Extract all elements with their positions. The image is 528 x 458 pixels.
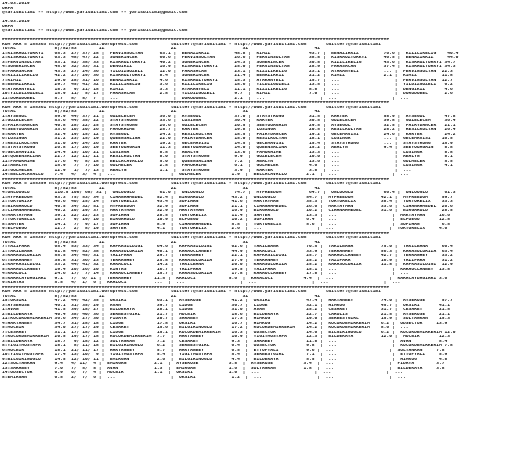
separator-line: ############################################################################################################################################ [2, 101, 390, 105]
separator-line: ############################################################################################################################################ [2, 231, 390, 236]
text-line: 5:PARASACAN 43.3 27/ 24/ 36 | YILDIZGUZELI 12.0 | PARASACAN 23.1 | KIZILIKELIG 23.1 | ATAKANYELI ... | PERVINSULTAN 22.3 [2, 69, 453, 74]
text-line: 6:MAKTAYMAN 39.1 22/ 22/ 23 | SUFIHAN 28.5 | TORTORELIX 11.4 | SAMTER 13.3 | ... | MAKTAYMAN 16.6 [2, 213, 451, 218]
text-line: 14:ODSECTUR 6.9 6/ 7/ 4 | MUCBIR 1.1 | OKSIRI 1.0 | ... | ... | ... [2, 371, 404, 375]
text-line: 8:YIGITMUSTAFA 18.1 8/ 11/ 18 | BILGIRINOGLU 6.2 | SERBESTGIRL 6.4 | ODSECTUR 9.8 | ... | KUCUKDEMIRKERIM 7.8 [2, 344, 453, 348]
column-header-line: TOTAL 8|/82/83 1Z 2Z 3Z 4Z [2, 240, 321, 245]
text-line: 11:DORUDOBEL 5.7 8/ 8/ 7 | ... | DORUDOBEL 2.1 | ... | ... | ... [2, 96, 409, 101]
race-header-line: KUM ARA = 155357 http://yarisbilimi.wordpress.com twitter:@YarisBilimi - http://www.yarisbilimi.com twitter:@YarisBilimi [2, 236, 381, 240]
text-line: 2:KISRAOZTURKYI 63.3 48/ 47/ 22 | SONERINCEK 60.6 | PERVINSULTAN 26.6 | PERVINSULTAN 38.8 | KISRAOZTURKYI 46.5 | BENAZIRKIZ 44.0 [2, 56, 459, 60]
race-header-line: KUM ARA = 155359 http://yarisbilimi.wordpress.com twitter:@YarisBilimi - http://www.yarisbilimi.com twitter:@YarisBilimi [2, 182, 381, 186]
text-line: 3:FAIRYDANCER 40.8 28/ 22/ 25 | STAYSTRONG 26.6 | GUZELECEM 20.5 | SEEYOUAGAIN 29.5 | AYSEGUL 32.5 | FAIRYDANCER 21.1 [2, 123, 456, 128]
text-line: 1:AVAN 41.5 39/ 18/ 27 | BILDEKAYA 28.1 | LIDGE 31.0 | AVAN 25.2 | CESARET 31.7 | CESARET 21.5 [2, 308, 451, 312]
text-line: 14:BELLACAVALLO 7.4 4/ 3/ 4 | ... | GULMELEK 1.9 | BELLACAVALLO 2.1 | ... | ... [2, 173, 409, 177]
text-line: 2:TOKTORIXF 46.6 40/ 25/ 24 | TORTORELIX 43.4 | SUFIHAN 41.6 | MAKTAYMAN 35.3 | TORTORELIX 38.4 | TORTORELIX 33.3 [2, 200, 453, 204]
text-line: 7:YAZIFARA 65.4 53/ 33/ 34 | KAFKASILDIGI 64.6 | KAFKASILDIGI 62.6 | TAKILBANA 70.5 | TAKILBANA 75.0 | TAKILBANA 66.4 [2, 245, 453, 249]
text-line: 12:SULTANKAN 9.4 4/ 11/ 4 | EMIRGAN 2.1 | AYSEROSE 3.8 | AYSEROSE 3.4 | ... | PIDAYA 3.7 [2, 362, 445, 366]
text-line: 6:TERRANHEY 38.8 31/ 36/ 23 | TERRANHEY 25.8 | KARASULURIZA 27.9 | TERRANHEY 25.2 | YAZIFARA 16.9 | YAZIFARA 31.2 [2, 258, 453, 263]
text-line: 14.03.2019 [2, 2, 30, 6]
text-line: 1:KISRAOZTURKYI 65.3 27/ 37/ 28 | PERVINSULTAN 63.1 | BENAZIRKIZ 48.8 | KIMIZ 43.7 | BENAZIRKIZ 76.6 | KIZILIKELIG 40.4 [2, 51, 459, 56]
text-line: 10:YILDIZGUZELI 15.9 11/ 5/ 17 | PARASACAN 2.8 | YILDIZGUZELI 9.7 | KIMIZ 7.0 | ... | DORUDOBEL 2.6 [2, 92, 453, 96]
text-line: 12:ABALYN 15.9 7/ 7/ 10 | GULMELEK 2.8 | PAMUKHIME 6.1 | GULMELEK 4.6 | ... | LUSINGA 4.1 [2, 164, 453, 168]
text-line: 7:RESILKULTAN 31.0 24/ 24/ 26 | KARTEK 19.2 | GECEMAVISI 14.5 | GECEMAVISI 15.4 | STAYSTRONG ... | STAYSTRONG 15.9 [2, 141, 453, 146]
text-line: 7:TOKTORELIX 18.7 9/ 19/ 10 | BIRGAROLD 10.9 | ELFUEGO 10.2 | SUFIHAN 6.4 | ... | ELFUEGO 12.8 [2, 218, 451, 222]
race-header-line: KUM ARA = 155363 http://yarisbilimi.wordpress.com twitter:@YarisBilimi - http://www.yarisbilimi.com twitter:@YarisBilimi [2, 42, 381, 47]
column-header-line: TOTAL 8|/82/83 1Z 2Z 3Z 4Z [2, 47, 321, 51]
text-line: 8:BENAZIRKIZ 29.7 45/ 41/ 32 | KIZILIKELIG 3.6 | KIZILIKELIG 18.6 | YILDIZGUZELI 13.5 | ... | YILDIZGUZELI 6.2 [2, 83, 453, 87]
text-line: 4:ONLOOGLU 110.5 106/ 68/ 31 | ONLOOGLU 61.0 | ONLOOGLU 74.7 | MYFREEDOM 64.7 | ONLOOGLU 66.4 | ONLOOGLU 61.3 [2, 191, 456, 195]
text-line: 9:KIWTAS 5.5 4/ 1/ 6 | KRALOCI ... | ... | ... | ... | ... [2, 281, 401, 285]
race-header-line: KUM ARA = 155361 http://yarisbilimi.wordpress.com twitter:@YarisBilimi - http://www.yarisbilimi.com twitter:@YarisBilimi [2, 105, 381, 110]
text-line: 4:SEEYOUAGAIN 33.6 10/ 20/ 26 | PAMUKHIME 25.7 | KARTEK 19.8 | LUSINGA 20.5 | RESILKULTAN 28.2 | RESILKULTAN 26.4 [2, 128, 456, 132]
text-line: 6:KIZILIKELIG 42.2 27/ 29/ 36 | KISRAOZTURKYI 8.4 | SONERINCEK 21.4 | BENAZIRKIZ 21.2 | KIMIZ 2.1 | KIMIZ 11.8 [2, 74, 453, 78]
text-line: 10:QUEENSALINA 22.7 12/ 11/ 11 | RESILKULTAN 8.0 | STAYSTRONG 9.9 | GUZELECEM 10.0 | ... | ABALYN 8.1 [2, 155, 453, 159]
text-line: 5:MUCBIR 34.0 27/ 17/ 29 | CESARET 15.6 | BILGIRINOGLU 17.2 | KUCUKDEMIRKERIM 14.2 | KUCUKDEMIRKERIM 8.6 | ... [2, 326, 409, 330]
text-line: 10:YIGITMUSTAFA 17.4 13/ 10/ 9 | YIGITMUSTAFA 5.4 | YIGITMUSTAFA 5.4 | SERBESTGIRL 7.1 | ... | ETTOPYALI 5.9 [2, 353, 448, 357]
text-line: 9:ELFUEGO 12.7 2/ 8/ 19 | SAMTER 4.1 | TOKTORELIX 2.6 | ... | ... | TOKTORELIX 4.6 [2, 227, 448, 231]
text-line: 5:KARAOCLANBEY 19.4 20/ 26/ 20 | KIWTAS 16.7 | YAZIFARA 19.5 | YAZIFARA 15.1 | ... | KARAOCLANBEY 13.8 [2, 267, 451, 272]
text-line: 6:MUCBIR 18.1 21/ 11/ 17 | HAKTANBEY 5.7 | HAKTANBEY 6.5 | ETTOPYALI 9.6 | ... | SULTANKAN 7.8 [2, 348, 445, 353]
text-line: 9:GECEMAVISI 24.4 15/ 10/ 21 | LUSINGA 8.8 | ABALYN 13.6 | PAMUKHIME 13.3 | ... | LUSINGA 8.8 [2, 150, 453, 155]
text-line: 5:BIRGAROLD 40.5 34/ 32/ 51 | MYFREEDOM 32.9 | SUFIHAN 21.1 | CIHANAHMEDEL 26.6 | MAKTAYMAN 33.6 | CIHANAHMEDEL 26.6 [2, 204, 453, 209]
separator-line: ############################################################################################################################################ [2, 285, 390, 290]
text-line: 5:KARTEK 32.4 19/ 15/ 12 | AYSEGUL 24.2 | RESILKULTAN 18.5 | FAIRYDANCER 19.2 | GECEMAVISI 24.6 | KARTEK 24.2 [2, 132, 456, 137]
text-line: URFA [2, 24, 14, 29]
text-line: 6:LUSINGA 31.2 23/ 15/ 19 | QUEENSALINA 22.0 | FAIRYDANCER 15.0 | RESILKULTAN 18.1 | LUSINGA ... | GECEMAVISI 16.5 [2, 137, 453, 141]
race-header-line: KUM ARA = 155355 http://yarisbilimi.wordpress.com twitter:@YarisBilimi - http://www.yarisbilimi.com twitter:@YarisBilimi [2, 290, 381, 294]
column-header-line: TOTAL 8|/82/83 1Z 2Z 3Z 4Z [2, 186, 321, 191]
text-line: 3:AYSEROSE 46.1 31/ 35/ 29 | AVAN 39.7 | LIDGE 30.7 | LIDGE 32.1 | HIMKOG 45.7 | OKSIRI 41.1 [2, 303, 451, 308]
text-line: 4:HAKTANBEY 34.7 31/ 28/ 18 | LIDGE 17.8 | OKSIRI 16.7 | HIMKOG 14.2 | KUCUKDEMIRKERIM 6.2 | ODSECTUR 13.9 [2, 321, 448, 326]
text-line: 3:CIHANAHMEDEL 40.2 20/ 29/ 37 | MAKTAYMAN 32.9 | MAKTAYMAN 16.9 | BIRGAROLD 10.2 | CIHANAHMEDEL 31.6 | BIRGAROLD 28.5 [2, 209, 453, 213]
text-line: 1:KAFKASILDIGI 33.2 44/ 41/ 32 | KAKALOCI 14.2 | TAKILBANA 20.0 | KARASULURIZA 25.2 | KARASULURIZA 11.8 | KAFKASILDIGI 12.9 [2, 263, 453, 267]
text-line: 14.03.2019 [2, 20, 30, 24]
separator-line: ############################################################################################################################################ [2, 177, 390, 182]
text-line: 3:PERVINSULTAN 53.1 52/ 38/ 33 | KISRAOZTURKYI 40.2 | SONERINCEK 24.3 | SONERINCEK 30.8 | KIZILIKELIG 43.6 | KISRAOZTURKYI 34.7 [2, 60, 456, 65]
text-line: 7:KIMIZ 29.0 28/ 31/ 16 | BENAZIRKIZ 4.6 | KISRAOZTURKYI 15.3 | ATAKANYELI 15.7 | ... | PERVINSULTAN 12.7 [2, 78, 453, 83]
text-line: 1:AYSEGUL 59.9 44/ 37/ 21 | GUZELECEM 36.0 | AYSEGUL 37.0 | STAYSTRONG 31.5 | KARTEK 58.9 | AYSEGUL 47.8 [2, 114, 456, 119]
text-line: 4:KRALOCI 24.6 17/ 7/ 14 | KARAOCLANBEY 15.7 | KARASULURIZA 17.8 | KARAOCLANBEY 17.8 | ... | ... [2, 272, 409, 276]
text-line: 8:KARACAYDAGIARI 9.1 7/ 6/ 11 | TERRANHEY 11.5 | KRALOCI 5.6 | KAKALOCI 4.4 | ... | KARACAYDAGIARI 3.6 [2, 276, 448, 281]
text-line: 8:STAYSTRONG 26.8 17/ 20/ 19 | SEEYOUAGAIN 11.3 | SEEYOUAGAIN 14.0 | QUEENSALINA 15.2 | ABALYN 9.4 | SEEYOUAGAIN 8.8 [2, 146, 453, 150]
text-line: 2:GUZELECEM 53.6 44/ 35/ 22 | STAYSTRONG 33.6 | LUSINGA 30.4 | KARTEK 30.5 | GUZELECEM 39.8 | GUZELECEM 36.4 [2, 119, 456, 123]
text-line: @YarisBilimi -- http://www.yarisbilimi.com -- yarisbilimi@gmail.com [2, 29, 188, 33]
text-line: 1:TAKILBANA 61.8 44/ 52/ 38 | KARASULURIZA 48.1 | KARAOCLANBEY 44.9 | KAKALOCI 33.9 | TERRANHEY 56.3 | KARASULURIZA 63.4 [2, 249, 453, 254]
text-line: 13:GULMELEK 12.9 1/ 7/ 13 | ABALYN 1.1 | STAYSTRONG 3.9 | KARTEK 3.8 | ... | ... [2, 168, 412, 173]
text-line: 8:SAMTER 14.1 7/ 9/ 17 | SUFIHAN 8.9 | CIHANAHMEDEL 5.8 | TOKTORELIX 5.6 | ... | SUFIHAN 6.5 [2, 222, 451, 227]
text-line: 1:MYFREEDOM 93.3 75/ 53/ 34 | CIHANAHMEDEL 52.4 | BIRGAROLD 43.2 | ONLOOGLU 54.7 | MYFREEDOM 42.1 | MYFREEDOM 59.7 [2, 195, 453, 200]
separator-line: ############################################################################################################################################ [2, 38, 390, 42]
column-header-line: TOTAL 8|/82/83 1Z 2Z 3Z 4Z [2, 110, 321, 114]
text-line: URFA [2, 6, 14, 11]
text-line: 11:KUCUKDEMIRKERIM 36.6 34/ 27/ 30 | PIDAYA 20.7 | SARABEY 17.3 | HIMKOG 19.0 | SERBESTGIRL 15.9 | SULTANKAN 15.3 [2, 317, 451, 321]
text-line: 9:ATAKANYELI 18.3 9/ 21/ 18 | KIMIZ 3.3 | ATAKANYELI 11.1 | KIZILIKELIG 8.8 | ... | DENGIKIZ 4.6 [2, 87, 453, 92]
column-header-line: TOTAL 8|/82/83 1Z 2Z 3Z 4Z [2, 294, 321, 299]
text-line: 3:KARASULURIZA 55.5 34/ 45/ 31 | YAZIFARA 29.7 | TERRANHEY 22.1 | KAFKASILDIGI 25.7 | KARAOCLANBEY 42.7 | TERRANHEY 33.2 [2, 254, 453, 258]
text-line: 13:SARABEY 7.0 7/ 5/ 8 | AVAN 1.3 | EMIRGAN 1.6 | SULTANKAN 1.8 | ... | BILDEKAYA 3.8 [2, 366, 445, 371]
text-line: 3:BILDEKAYA 18.7 9/ 18/ 12 | SULTANKAN 7.2 | CESARET 9.3 | SARABEY 11.8 | ... | AVAN 8.4 [2, 339, 448, 344]
text-line: 7:KUCUKDEMIRKERIM 20.5 19/ 17/ 18 | KUCUKDEMIRKERIM 7.7 | HAKTANBEY 10.9 | YIGITMUSTAFA 12.3 | BILDEKAYA 12.0 | MUCBIR 12.3 [2, 335, 451, 339]
text-line: 9:BILGIRINOGLU 14.5 12/ 10/ 11 | EMIRGAN 2.6 | BILGIRINOGLU 4.4 | BILDEKAYA 5.5 | ... | HIMKOG 4.8 [2, 357, 448, 362]
text-line: 8:EMIRGAN 6.5 2/ 7/ 6 | ... | OKSIRI 1.2 | ... | ... | ... [2, 375, 406, 380]
text-line: 2:BILDEKAYA 40.4 38/ 40/ 36 | SERBESTGIRL 21.7 | MUCBIR 18.6 | BILDEKAYA 22.7 | CAROLIS 21.5 | AYSEROSE 21.1 [2, 312, 451, 317]
text-line: 7:CESARET 31.1 17/ 18/ 38 | LIDGE 15.1 | KUCUKDEMIRKERIM 16.3 | ODSECTUR 14.6 | BILGIRINOGLU 6.2 | KUCUKDEMIRKERIM 12.0 [2, 330, 456, 335]
document-body [2, 2, 526, 456]
text-line: 15:OKSIRI 47.2 44/ 42/ 35 | OKSIRI 63.1 | AYSEROSE 41.2 | OKSIRI 47.4 | HAKTANBEY 74.0 | AYSEROSE 57.7 [2, 299, 453, 303]
text-line: 11:PAMUKHIME 17.6 4/ 8/ 18 | BELLACAVALLO 5.0 | QUEENSALINA 7.2 | ABALYN 13.6 | ... | GULMELEK 5.5 [2, 159, 453, 164]
text-line: 4:SONERINCEK 45.0 32/ 33/ 31 | DENGIKIZ 16.9 | KISRAOZTURKYI 25.0 | PERVINSULTAN 28.9 | PARASACAN 37.4 | KISRAOZTURKYI 34.3 [2, 65, 456, 69]
text-line: @YarisBilimi -- http://www.yarisbilimi.com -- yarisbilimi@gmail.com [2, 11, 188, 15]
